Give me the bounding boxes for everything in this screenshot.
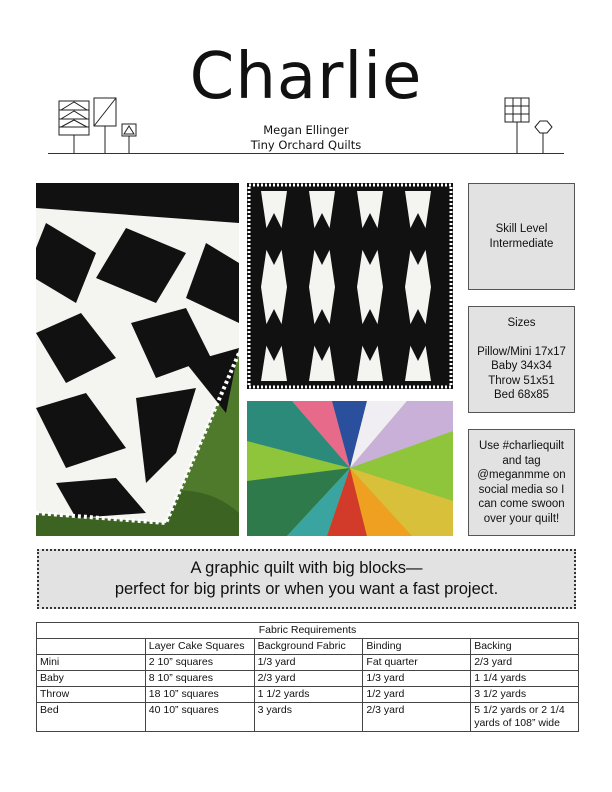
table-cell: Fat quarter <box>363 655 471 671</box>
column-header: Backing <box>471 639 579 655</box>
company-name: Tiny Orchard Quilts <box>250 138 362 152</box>
size-item: Bed 68x85 <box>494 389 549 402</box>
pattern-title: Charlie <box>189 40 423 114</box>
sizes-label: Sizes <box>507 317 536 330</box>
table-cell: 1/3 yard <box>363 671 471 687</box>
column-header: Layer Cake Squares <box>145 639 254 655</box>
table-cell: 2/3 yard <box>254 671 363 687</box>
sizes-box <box>468 306 575 413</box>
skill-level-box <box>468 183 575 290</box>
tree-icon <box>505 98 529 122</box>
designer-name: Megan Ellinger <box>263 123 349 137</box>
skill-level-label: Skill Level <box>495 223 548 235</box>
column-header: Binding <box>363 639 471 655</box>
column-header: Background Fabric <box>254 639 363 655</box>
table-row <box>37 655 579 671</box>
table-cell: Bed <box>37 703 146 732</box>
table-row <box>37 671 579 687</box>
table-cell: 3 yards <box>254 703 363 732</box>
size-item: Throw 51x51 <box>488 374 555 387</box>
table-cell: 1 1/2 yards <box>254 687 363 703</box>
quilt-photo-prints <box>247 401 453 536</box>
table-cell: 1/2 yard <box>363 687 471 703</box>
quilt-photo-flat <box>247 183 453 389</box>
table-caption: Fabric Requirements <box>37 623 579 639</box>
quilt-photo-draped <box>36 183 239 536</box>
table-row <box>37 703 579 732</box>
skill-level-value: Intermediate <box>489 237 554 250</box>
tagline-box <box>37 549 576 609</box>
table-cell: 8 10” squares <box>145 671 254 687</box>
table-header-row <box>37 639 579 655</box>
table-cell: 1/3 yard <box>254 655 363 671</box>
social-box <box>468 429 575 536</box>
social-line: can come swoon <box>478 498 565 510</box>
social-line: and tag <box>502 454 541 467</box>
social-line: Use #charliequilt <box>478 440 564 452</box>
table-cell: 2/3 yard <box>471 655 579 671</box>
size-item: Baby 34x34 <box>491 360 552 373</box>
table-cell: 18 10” squares <box>145 687 254 703</box>
table-cell: Mini <box>37 655 146 671</box>
social-line: over your quilt! <box>483 512 560 525</box>
social-line: social media so I <box>478 483 565 496</box>
fabric-requirements-table <box>36 622 579 732</box>
table-cell: 1 1/4 yards <box>471 671 579 687</box>
table-cell: Throw <box>37 687 146 703</box>
tree-icon <box>535 121 552 133</box>
tagline-line: A graphic quilt with big blocks— <box>190 559 423 577</box>
table-cell: 5 1/2 yards or 2 1/4 yards of 108” wide <box>471 703 579 732</box>
table-cell: Baby <box>37 671 146 687</box>
right-tree-icons <box>500 96 560 154</box>
size-item: Pillow/Mini 17x17 <box>477 345 566 358</box>
table-cell: 3 1/2 yards <box>471 687 579 703</box>
social-line: @meganmme on <box>477 469 566 481</box>
tagline-line: perfect for big prints or when you want a fast project. <box>114 580 499 598</box>
column-header <box>37 639 146 655</box>
table-cell: 2 10” squares <box>145 655 254 671</box>
left-tree-icons <box>56 96 146 154</box>
table-row <box>37 687 579 703</box>
table-cell: 40 10” squares <box>145 703 254 732</box>
table-cell: 2/3 yard <box>363 703 471 732</box>
